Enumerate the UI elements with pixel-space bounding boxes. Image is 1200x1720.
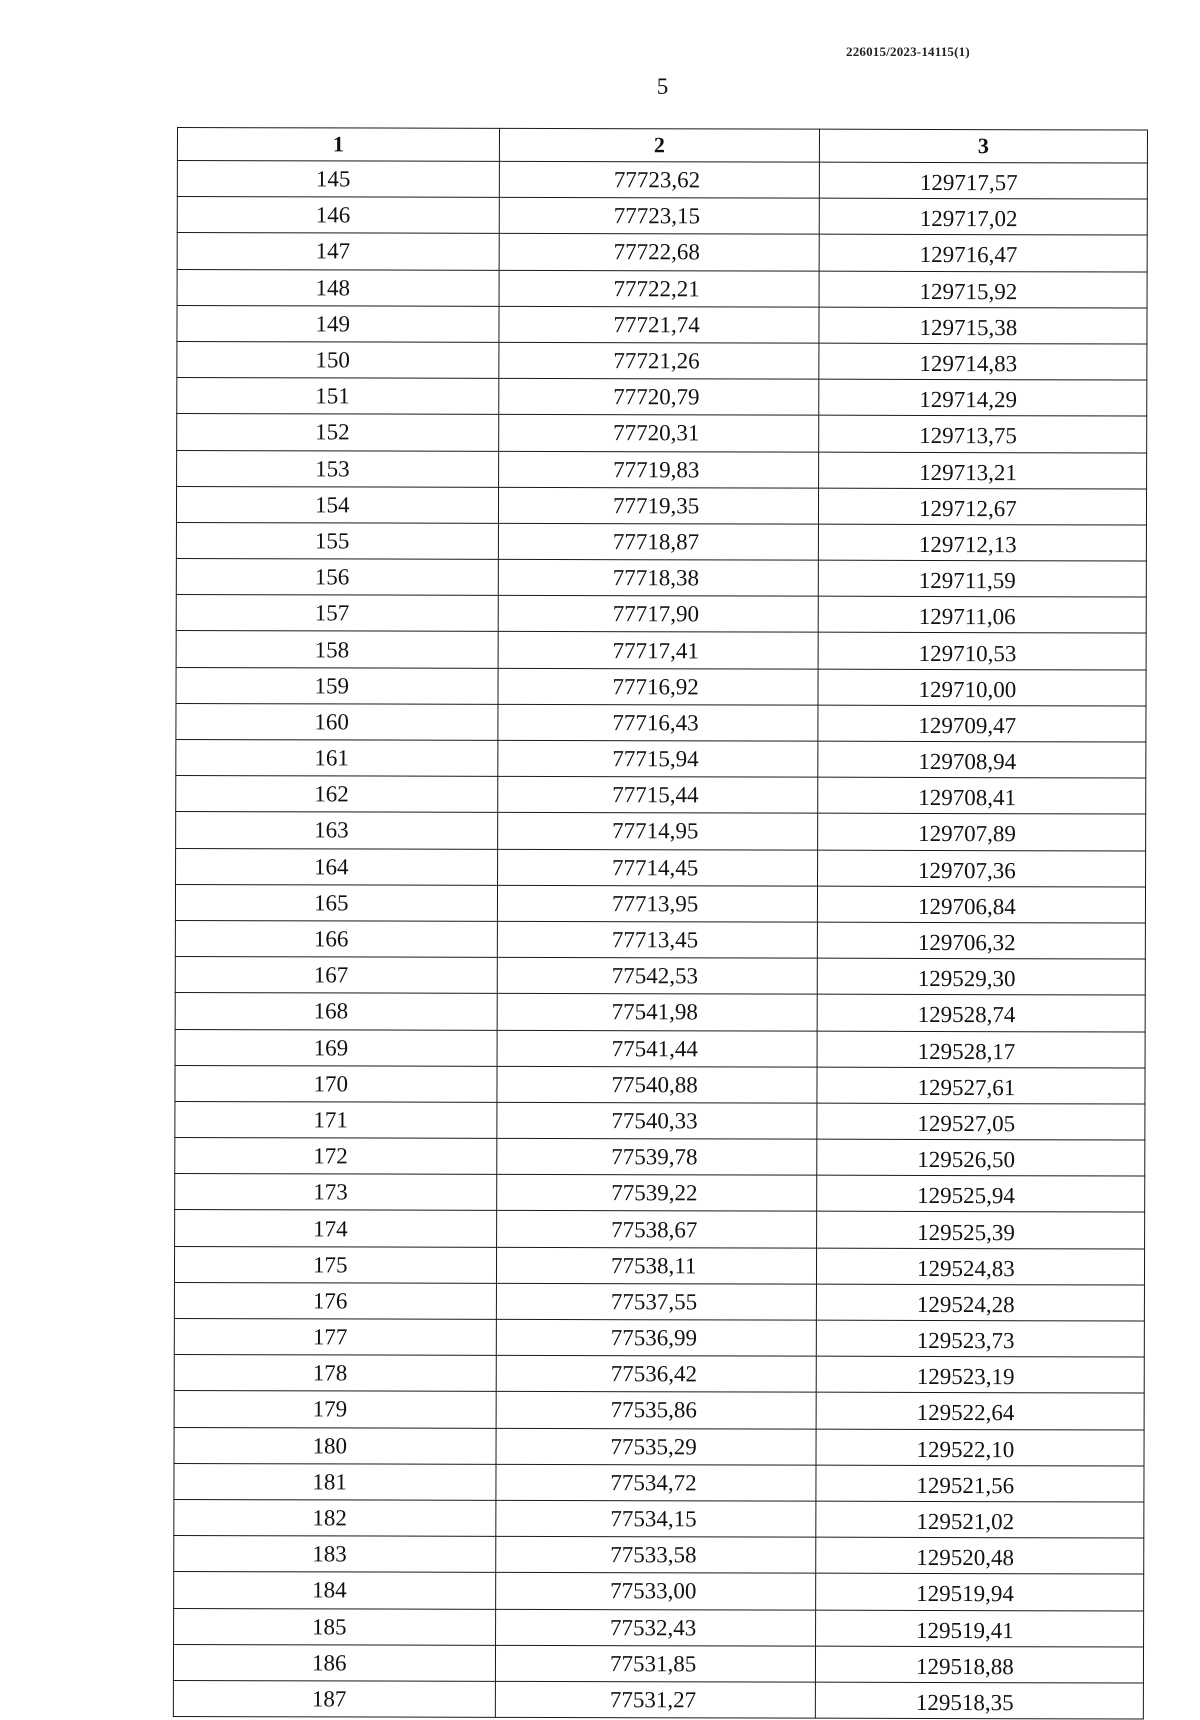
y-coordinate-cell: 129526,50 bbox=[817, 1139, 1145, 1176]
point-number-cell: 177 bbox=[174, 1318, 496, 1355]
x-coordinate-cell: 77534,72 bbox=[496, 1464, 816, 1501]
x-coordinate-cell: 77718,87 bbox=[498, 523, 818, 560]
x-coordinate-cell: 77718,38 bbox=[498, 559, 818, 596]
y-coordinate-cell: 129524,83 bbox=[816, 1248, 1144, 1285]
point-number-cell: 171 bbox=[175, 1101, 497, 1138]
point-number-cell: 164 bbox=[176, 848, 498, 885]
coordinates-table-container bbox=[173, 127, 1147, 1720]
point-number-cell: 154 bbox=[176, 486, 498, 523]
x-coordinate-cell: 77531,85 bbox=[495, 1645, 815, 1682]
y-coordinate-cell: 129713,75 bbox=[819, 415, 1147, 452]
table-row bbox=[175, 884, 1145, 923]
table-row bbox=[174, 1282, 1144, 1321]
y-coordinate-cell: 129712,13 bbox=[818, 524, 1146, 561]
x-coordinate-cell: 77722,21 bbox=[499, 270, 819, 307]
table-row bbox=[174, 1463, 1144, 1502]
y-coordinate-cell: 129710,53 bbox=[818, 633, 1146, 670]
table-row bbox=[176, 486, 1146, 525]
x-coordinate-cell: 77533,58 bbox=[496, 1536, 816, 1573]
x-coordinate-cell: 77713,45 bbox=[497, 921, 817, 958]
table-body bbox=[173, 161, 1147, 1720]
table-row bbox=[176, 559, 1146, 598]
point-number-cell: 185 bbox=[174, 1608, 496, 1645]
y-coordinate-cell: 129522,10 bbox=[816, 1429, 1144, 1466]
y-coordinate-cell: 129522,64 bbox=[816, 1393, 1144, 1430]
point-number-cell: 159 bbox=[176, 667, 498, 704]
point-number-cell: 151 bbox=[177, 378, 499, 415]
table-row bbox=[177, 450, 1147, 489]
page-number: 5 bbox=[656, 74, 669, 99]
table-row bbox=[174, 1499, 1144, 1538]
y-coordinate-cell: 129524,28 bbox=[816, 1284, 1144, 1321]
table-row bbox=[174, 1536, 1144, 1575]
coordinates-table bbox=[173, 127, 1148, 1720]
point-number-cell: 163 bbox=[176, 812, 498, 849]
y-coordinate-cell: 129708,94 bbox=[818, 741, 1146, 778]
x-coordinate-cell: 77531,27 bbox=[495, 1681, 815, 1718]
point-number-cell: 153 bbox=[177, 450, 499, 487]
point-number-cell: 172 bbox=[175, 1138, 497, 1175]
table-row bbox=[177, 305, 1147, 344]
x-coordinate-cell: 77537,55 bbox=[496, 1283, 816, 1320]
point-number-cell: 148 bbox=[177, 269, 499, 306]
document-reference: 226015/2023-14115(1) bbox=[846, 44, 970, 59]
x-coordinate-cell: 77717,90 bbox=[498, 596, 818, 633]
table-row bbox=[174, 1572, 1144, 1611]
table-row bbox=[174, 1318, 1144, 1357]
table-row bbox=[176, 631, 1146, 670]
x-coordinate-cell: 77723,15 bbox=[499, 198, 819, 235]
table-row bbox=[177, 197, 1147, 236]
point-number-cell: 176 bbox=[174, 1282, 496, 1319]
point-number-cell: 155 bbox=[176, 522, 498, 559]
point-number-cell: 156 bbox=[176, 559, 498, 596]
y-coordinate-cell: 129527,05 bbox=[817, 1103, 1145, 1140]
point-number-cell: 147 bbox=[177, 233, 499, 270]
point-number-cell: 150 bbox=[177, 341, 499, 378]
point-number-cell: 173 bbox=[175, 1174, 497, 1211]
x-coordinate-cell: 77720,31 bbox=[499, 415, 819, 452]
table-header-row bbox=[177, 128, 1147, 164]
point-number-cell: 184 bbox=[174, 1572, 496, 1609]
x-coordinate-cell: 77722,68 bbox=[499, 234, 819, 271]
table-row bbox=[175, 1029, 1145, 1068]
point-number-cell: 178 bbox=[174, 1355, 496, 1392]
table-row bbox=[176, 522, 1146, 561]
y-coordinate-cell: 129525,39 bbox=[817, 1212, 1145, 1249]
x-coordinate-cell: 77541,98 bbox=[497, 994, 817, 1031]
y-coordinate-cell: 129518,35 bbox=[815, 1682, 1143, 1719]
table-row bbox=[174, 1246, 1144, 1285]
point-number-cell: 169 bbox=[175, 1029, 497, 1066]
y-coordinate-cell: 129709,47 bbox=[818, 705, 1146, 742]
x-coordinate-cell: 77719,83 bbox=[499, 451, 819, 488]
table-row bbox=[174, 1608, 1144, 1647]
y-coordinate-cell: 129521,56 bbox=[816, 1465, 1144, 1502]
point-number-cell: 146 bbox=[177, 197, 499, 234]
point-number-cell: 165 bbox=[175, 884, 497, 921]
point-number-cell: 181 bbox=[174, 1463, 496, 1500]
y-coordinate-cell: 129528,17 bbox=[817, 1031, 1145, 1068]
table-row bbox=[175, 1101, 1145, 1140]
y-coordinate-cell: 129707,36 bbox=[818, 850, 1146, 887]
y-coordinate-cell: 129710,00 bbox=[818, 669, 1146, 706]
point-number-cell: 161 bbox=[176, 739, 498, 776]
table-row bbox=[176, 812, 1146, 851]
point-number-cell: 167 bbox=[175, 957, 497, 994]
point-number-cell: 157 bbox=[176, 595, 498, 632]
x-coordinate-cell: 77714,45 bbox=[498, 849, 818, 886]
x-coordinate-cell: 77541,44 bbox=[497, 1030, 817, 1067]
x-coordinate-cell: 77539,78 bbox=[497, 1138, 817, 1175]
x-coordinate-cell: 77714,95 bbox=[498, 813, 818, 850]
table-row bbox=[177, 269, 1147, 308]
table-row bbox=[174, 1427, 1144, 1466]
column-header-3: 3 bbox=[819, 129, 1147, 163]
x-coordinate-cell: 77536,99 bbox=[496, 1319, 816, 1356]
point-number-cell: 180 bbox=[174, 1427, 496, 1464]
y-coordinate-cell: 129706,84 bbox=[817, 886, 1145, 923]
point-number-cell: 162 bbox=[176, 776, 498, 813]
x-coordinate-cell: 77720,79 bbox=[499, 378, 819, 415]
column-header-2: 2 bbox=[499, 128, 819, 162]
table-row bbox=[177, 233, 1147, 272]
y-coordinate-cell: 129717,02 bbox=[819, 198, 1147, 235]
point-number-cell: 160 bbox=[176, 703, 498, 740]
table-row bbox=[175, 1138, 1145, 1177]
point-number-cell: 152 bbox=[177, 414, 499, 451]
y-coordinate-cell: 129715,92 bbox=[819, 271, 1147, 308]
x-coordinate-cell: 77717,41 bbox=[498, 632, 818, 669]
point-number-cell: 179 bbox=[174, 1391, 496, 1428]
y-coordinate-cell: 129714,29 bbox=[819, 379, 1147, 416]
y-coordinate-cell: 129521,02 bbox=[816, 1501, 1144, 1538]
x-coordinate-cell: 77539,22 bbox=[497, 1175, 817, 1212]
x-coordinate-cell: 77536,42 bbox=[496, 1356, 816, 1393]
table-row bbox=[175, 1174, 1145, 1213]
y-coordinate-cell: 129717,57 bbox=[819, 162, 1147, 199]
x-coordinate-cell: 77721,26 bbox=[499, 342, 819, 379]
table-row bbox=[175, 957, 1145, 996]
x-coordinate-cell: 77540,88 bbox=[497, 1066, 817, 1103]
table-row bbox=[176, 667, 1146, 706]
table-row bbox=[173, 1680, 1143, 1719]
y-coordinate-cell: 129714,83 bbox=[819, 343, 1147, 380]
x-coordinate-cell: 77535,86 bbox=[496, 1392, 816, 1429]
y-coordinate-cell: 129529,30 bbox=[817, 958, 1145, 995]
table-row bbox=[175, 920, 1145, 959]
table-row bbox=[175, 1210, 1145, 1249]
y-coordinate-cell: 129528,74 bbox=[817, 994, 1145, 1031]
x-coordinate-cell: 77542,53 bbox=[497, 957, 817, 994]
table-row bbox=[176, 595, 1146, 634]
table-row bbox=[176, 776, 1146, 815]
table-row bbox=[177, 161, 1147, 200]
x-coordinate-cell: 77723,62 bbox=[499, 161, 819, 198]
point-number-cell: 175 bbox=[174, 1246, 496, 1283]
y-coordinate-cell: 129715,38 bbox=[819, 307, 1147, 344]
point-number-cell: 166 bbox=[175, 920, 497, 957]
y-coordinate-cell: 129711,59 bbox=[818, 560, 1146, 597]
table-row bbox=[175, 993, 1145, 1032]
y-coordinate-cell: 129525,94 bbox=[817, 1175, 1145, 1212]
table-row bbox=[177, 414, 1147, 453]
table-row bbox=[174, 1391, 1144, 1430]
x-coordinate-cell: 77535,29 bbox=[496, 1428, 816, 1465]
point-number-cell: 170 bbox=[175, 1065, 497, 1102]
x-coordinate-cell: 77534,15 bbox=[496, 1500, 816, 1537]
x-coordinate-cell: 77540,33 bbox=[497, 1102, 817, 1139]
table-row bbox=[176, 703, 1146, 742]
y-coordinate-cell: 129518,88 bbox=[815, 1646, 1143, 1683]
y-coordinate-cell: 129706,32 bbox=[817, 922, 1145, 959]
x-coordinate-cell: 77713,95 bbox=[497, 885, 817, 922]
table-row bbox=[173, 1644, 1143, 1683]
x-coordinate-cell: 77716,43 bbox=[498, 704, 818, 741]
table-row bbox=[175, 1065, 1145, 1104]
y-coordinate-cell: 129712,67 bbox=[818, 488, 1146, 525]
x-coordinate-cell: 77716,92 bbox=[498, 668, 818, 705]
point-number-cell: 182 bbox=[174, 1499, 496, 1536]
point-number-cell: 149 bbox=[177, 305, 499, 342]
y-coordinate-cell: 129527,61 bbox=[817, 1067, 1145, 1104]
table-row bbox=[176, 848, 1146, 887]
y-coordinate-cell: 129523,73 bbox=[816, 1320, 1144, 1357]
y-coordinate-cell: 129519,41 bbox=[816, 1610, 1144, 1647]
y-coordinate-cell: 129708,41 bbox=[818, 777, 1146, 814]
point-number-cell: 168 bbox=[175, 993, 497, 1030]
point-number-cell: 187 bbox=[173, 1680, 495, 1717]
x-coordinate-cell: 77533,00 bbox=[496, 1573, 816, 1610]
column-header-1: 1 bbox=[177, 128, 499, 162]
table-row bbox=[177, 341, 1147, 380]
x-coordinate-cell: 77538,67 bbox=[497, 1211, 817, 1248]
point-number-cell: 145 bbox=[177, 161, 499, 198]
y-coordinate-cell: 129711,06 bbox=[818, 596, 1146, 633]
x-coordinate-cell: 77715,94 bbox=[498, 740, 818, 777]
y-coordinate-cell: 129713,21 bbox=[819, 452, 1147, 489]
point-number-cell: 158 bbox=[176, 631, 498, 668]
table-row bbox=[177, 378, 1147, 417]
y-coordinate-cell: 129716,47 bbox=[819, 235, 1147, 272]
point-number-cell: 186 bbox=[173, 1644, 495, 1681]
y-coordinate-cell: 129519,94 bbox=[816, 1573, 1144, 1610]
point-number-cell: 183 bbox=[174, 1536, 496, 1573]
point-number-cell: 174 bbox=[175, 1210, 497, 1247]
x-coordinate-cell: 77719,35 bbox=[498, 487, 818, 524]
x-coordinate-cell: 77538,11 bbox=[496, 1247, 816, 1284]
x-coordinate-cell: 77532,43 bbox=[496, 1609, 816, 1646]
table-row bbox=[176, 739, 1146, 778]
y-coordinate-cell: 129707,89 bbox=[818, 814, 1146, 851]
y-coordinate-cell: 129520,48 bbox=[816, 1537, 1144, 1574]
x-coordinate-cell: 77721,74 bbox=[499, 306, 819, 343]
x-coordinate-cell: 77715,44 bbox=[498, 777, 818, 814]
y-coordinate-cell: 129523,19 bbox=[816, 1356, 1144, 1393]
table-row bbox=[174, 1355, 1144, 1394]
